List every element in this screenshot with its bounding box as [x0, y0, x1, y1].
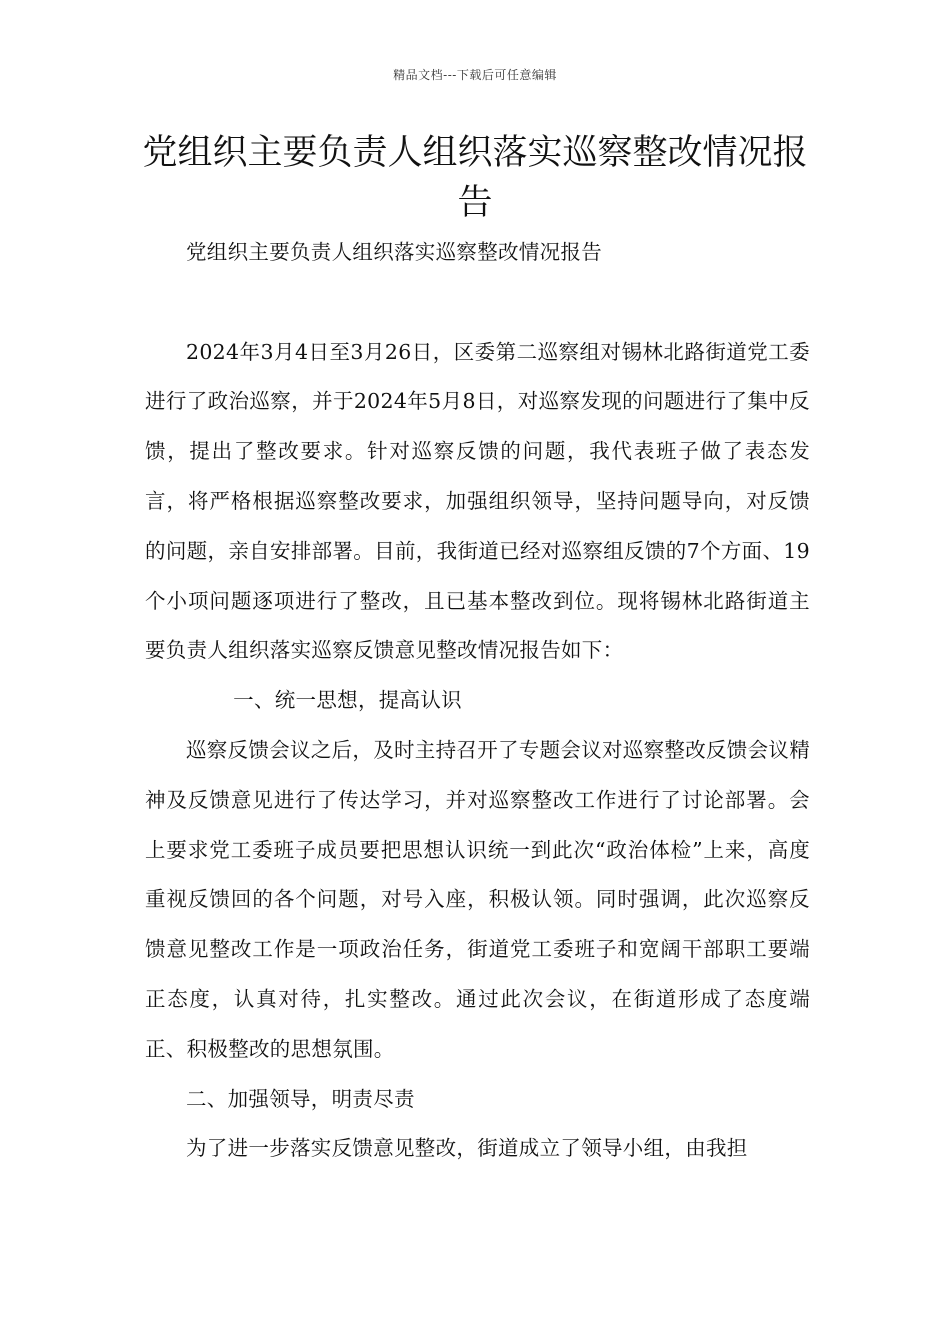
section-heading-2: 二、加强领导，明责尽责	[186, 1086, 415, 1111]
document-title: 党组织主要负责人组织落实巡察整改情况报告	[142, 133, 808, 223]
paragraph-intro: 2024年3月4日至3月26日，区委第二巡察组对锡林北路街道党工委进行了政治巡察，并于2024年5月8日，对巡察发现的问题进行了集中反馈，提出了整改要求。针对巡察反馈的问题，我代表班子做了表态发言，将严格根据巡察整改要求，加强组织领导，坚持问题导向，对反馈的问题，亲自安排部署。目前，我街道已经对巡察组反馈的7个方面、19个小项问题逐项进行了整改，且已基本整改到位。现将锡林北路街道主要负责人组织落实巡察反馈意见整改情况报告如下：	[145, 339, 810, 663]
paragraph-section-2: 为了进一步落实反馈意见整改，街道成立了领导小组，由我担	[186, 1136, 748, 1161]
document-body	[145, 228, 810, 1174]
paragraph-section-1: 巡察反馈会议之后，及时主持召开了专题会议对巡察整改反馈会议精神及反馈意见进行了传达学习，并对巡察整改工作进行了讨论部署。会上要求党工委班子成员要把思想认识统一到此次“政治体检”上来，高度重视反馈回的各个问题，对号入座，积极认领。同时强调，此次巡察反馈意见整改工作是一项政治任务，街道党工委班子和宽阔干部职工要端正态度，认真对待，扎实整改。通过此次会议，在街道形成了态度端正、积极整改的思想氛围。	[145, 737, 810, 1061]
section-heading-1: 一、统一思想，提高认识	[233, 688, 462, 713]
header-note: 精品文档---下载后可任意编辑	[393, 68, 557, 82]
document-subtitle: 党组织主要负责人组织落实巡察整改情况报告	[186, 240, 602, 264]
